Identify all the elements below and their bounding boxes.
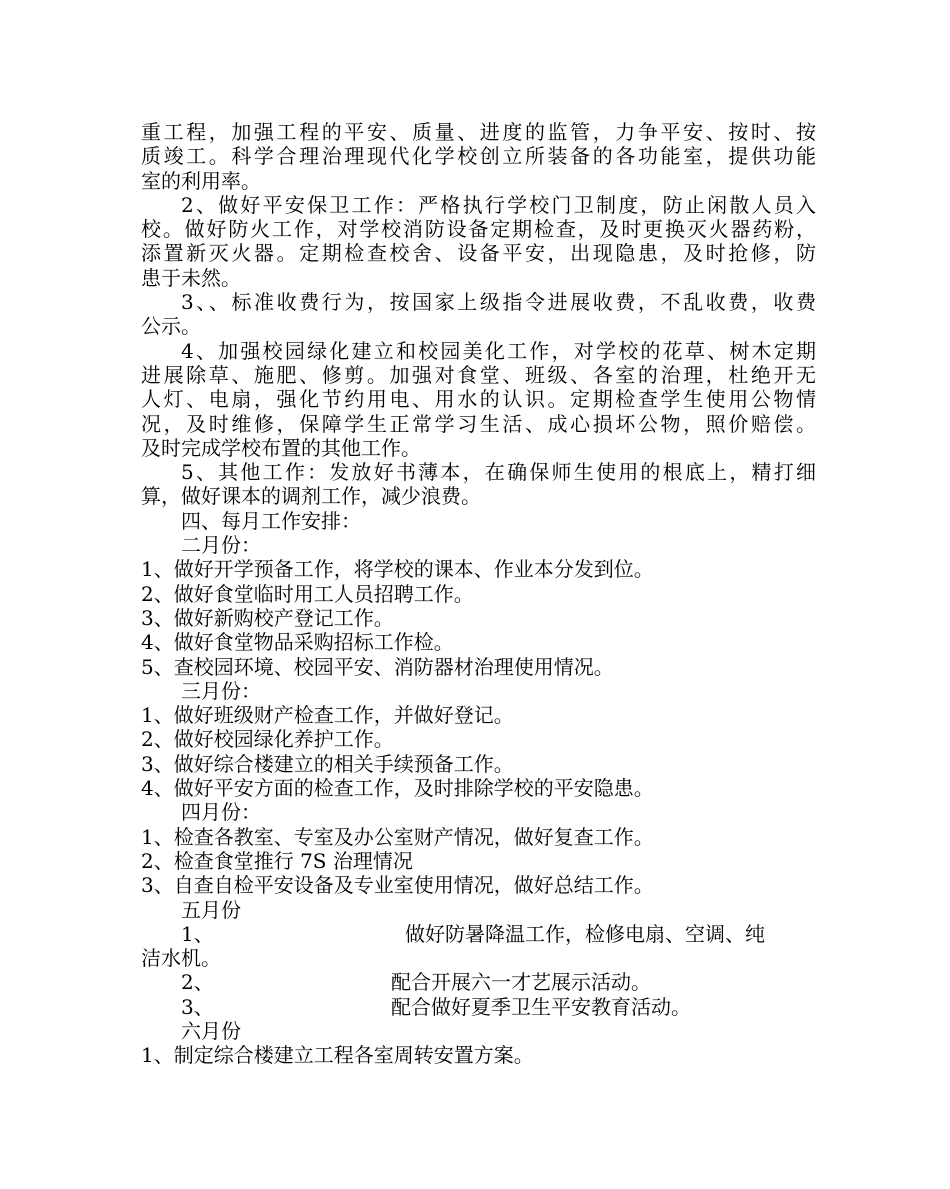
month-heading: 三月份： [181, 678, 261, 703]
month-heading: 六月份 [181, 1018, 241, 1043]
list-item [141, 995, 816, 1019]
list-item: 4、做好食堂物品采购招标工作检。 [141, 630, 454, 655]
list-item: 3、做好新购校产登记工作。 [141, 605, 394, 630]
paragraph-line: 3、、标准收费行为，按国家上级指令进展收费，不乱收费，收费 [181, 290, 816, 315]
list-item: 1、做好开学预备工作，将学校的课本、作业本分发到位。 [141, 557, 654, 582]
document-body [141, 120, 816, 1068]
list-item: 4、做好平安方面的检查工作，及时排除学校的平安隐患。 [141, 776, 654, 801]
list-item: 2、检查食堂推行 7S 治理情况 [141, 848, 413, 873]
paragraph-line: 2、做好平安保卫工作：严格执行学校门卫制度，防止闲散人员入 [181, 192, 816, 217]
month-heading: 二月份： [181, 533, 261, 558]
section-heading: 四、每月工作安排： [181, 508, 361, 533]
paragraph-line: 进展除草、施肥、修剪。加强对食堂、班级、各室的治理，杜绝开无 [141, 362, 816, 387]
paragraph-line: 算，做好课本的调剂工作，减少浪费。 [141, 484, 481, 509]
list-item: 2、做好食堂临时用工人员招聘工作。 [141, 581, 474, 606]
list-text: 配合开展六一才艺展示活动。 [391, 970, 651, 995]
list-item: 5、查校园环境、校园平安、消防器材治理使用情况。 [141, 654, 614, 679]
paragraph-line: 质竣工。科学合理治理现代化学校创立所装备的各功能室，提供功能 [141, 144, 816, 169]
paragraph-line: 及时完成学校布置的其他工作。 [141, 435, 421, 460]
paragraph-line: 人灯、电扇，强化节约用电、用水的认识。定期检查学生使用公物情 [141, 387, 816, 412]
list-item [141, 970, 816, 994]
list-number: 2、 [181, 970, 214, 995]
list-item: 3、自查自检平安设备及专业室使用情况，做好总结工作。 [141, 873, 654, 898]
list-number: 1、 [181, 921, 214, 946]
paragraph-line: 校。做好防火工作，对学校消防设备定期检查，及时更换灭火器药粉， [141, 217, 816, 242]
paragraph-line: 患于未然。 [141, 265, 241, 290]
paragraph-line: 况，及时维修，保障学生正常学习生活、成心损坏公物，照价赔偿。 [141, 411, 816, 436]
month-heading: 五月份 [181, 897, 241, 922]
paragraph-line: 4、加强校园绿化建立和校园美化工作，对学校的花草、树木定期 [181, 338, 816, 363]
list-text: 配合做好夏季卫生平安教育活动。 [391, 994, 691, 1019]
month-heading: 四月份： [181, 800, 261, 825]
list-item: 3、做好综合楼建立的相关手续预备工作。 [141, 751, 514, 776]
list-item: 1、做好班级财产检查工作，并做好登记。 [141, 703, 514, 728]
list-item: 1、制定综合楼建立工程各室周转安置方案。 [141, 1043, 534, 1068]
list-text: 做好防暑降温工作，检修电扇、空调、纯 [405, 921, 765, 946]
paragraph-line: 5、其他工作：发放好书薄本，在确保师生使用的根底上，精打细 [181, 460, 816, 485]
list-item: 2、做好校园绿化养护工作。 [141, 727, 394, 752]
list-item [141, 922, 816, 946]
paragraph-line: 重工程，加强工程的平安、质量、进度的监管，力争平安、按时、按 [141, 120, 816, 144]
paragraph-line: 公示。 [141, 314, 201, 339]
list-item-continuation: 洁水机。 [141, 946, 221, 971]
paragraph-line: 添置新灭火器。定期检查校舍、设备平安，出现隐患，及时抢修，防 [141, 241, 816, 266]
paragraph-line: 室的利用率。 [141, 168, 261, 193]
list-item: 1、检查各教室、专室及办公室财产情况，做好复查工作。 [141, 824, 654, 849]
list-number: 3、 [181, 994, 214, 1019]
